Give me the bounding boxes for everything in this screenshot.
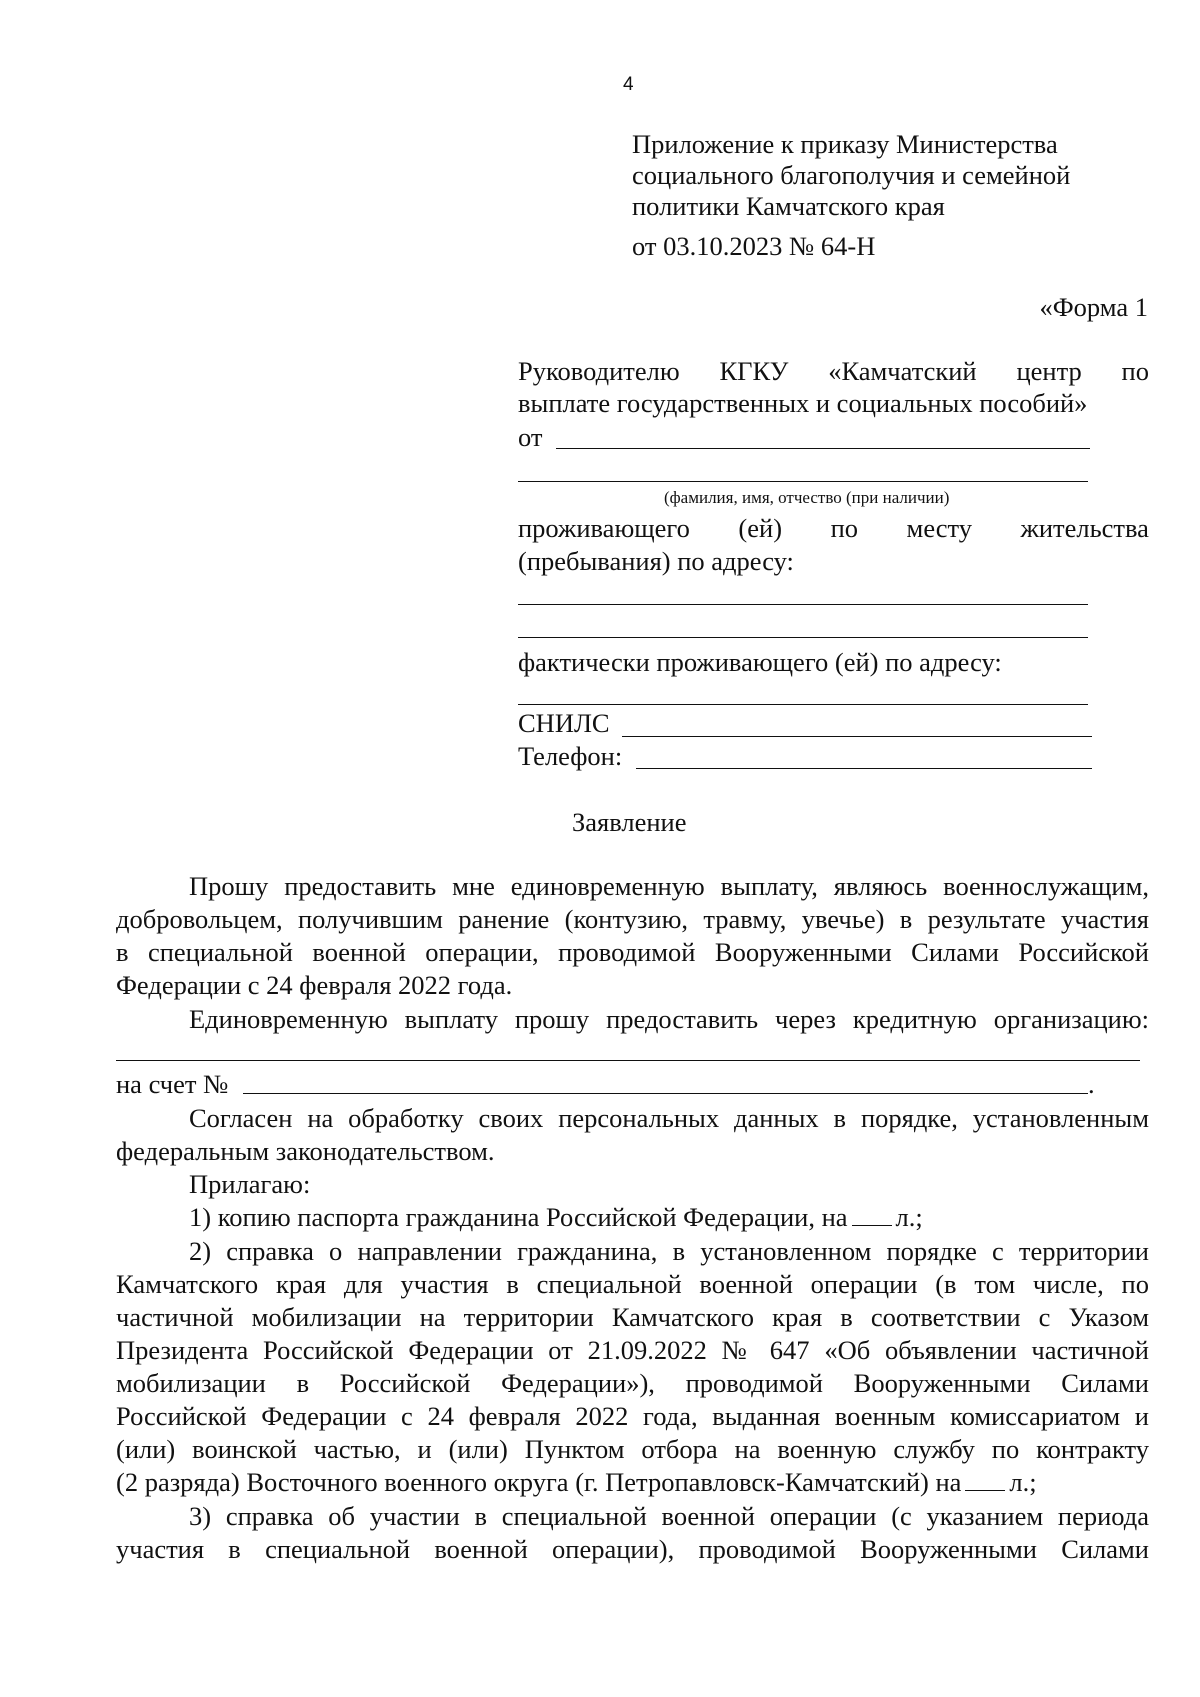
account-label: на счет № bbox=[116, 1069, 229, 1099]
addressee-word: центр bbox=[1016, 356, 1082, 386]
residence-word: проживающего bbox=[518, 513, 690, 543]
paragraph-3-line-1: Согласен на обработку своих персональных данных в порядке, установленным bbox=[189, 1103, 1149, 1133]
paragraph-2-line-1: Единовременную выплату прошу предоставить через кредитную организацию: bbox=[189, 1004, 1149, 1034]
paragraph-3-line-2: федеральным законодательством. bbox=[116, 1136, 495, 1166]
pages-count-field-1[interactable] bbox=[852, 1203, 892, 1226]
document-heading: Заявление bbox=[572, 807, 687, 837]
fio-caption: (фамилия, имя, отчество (при наличии) bbox=[664, 488, 950, 507]
page-number: 4 bbox=[623, 74, 634, 95]
pages-count-field-2[interactable] bbox=[965, 1468, 1005, 1491]
attachment-item-3-line-2: участия в специальной военной операции), проводимой Вооруженными Силами bbox=[116, 1534, 1149, 1564]
attachment-item-2-line-1: 2) справка о направлении гражданина, в установленном порядке с территории bbox=[189, 1236, 1149, 1266]
attachment-item-2-line-5: мобилизации в Российской Федерации»), проводимой Вооруженными Силами bbox=[116, 1368, 1149, 1398]
attachment-item-2-line-8-text: (2 разряда) Восточного военного округа (г. Петропавловск-Камчатский) на bbox=[116, 1467, 962, 1497]
phone-field[interactable] bbox=[636, 768, 1092, 769]
addressee-word: «Камчатский bbox=[828, 356, 977, 386]
actual-address-field[interactable] bbox=[518, 704, 1088, 705]
attachment-item-3-line-1: 3) справка об участии в специальной военной операции (с указанием периода bbox=[189, 1501, 1149, 1531]
residence-word: (ей) bbox=[738, 513, 783, 543]
from-label: от bbox=[518, 422, 543, 452]
residence-address-field-2[interactable] bbox=[518, 637, 1088, 638]
residence-word: по bbox=[830, 513, 858, 543]
snils-label: СНИЛС bbox=[518, 708, 610, 738]
from-name-field-2[interactable] bbox=[518, 481, 1088, 482]
attachment-item-1 bbox=[189, 1201, 923, 1233]
residence-word: месту bbox=[906, 513, 972, 543]
appendix-date-number: от 03.10.2023 № 64-Н bbox=[632, 231, 876, 261]
account-number-field[interactable] bbox=[243, 1093, 1088, 1094]
phone-label: Телефон: bbox=[518, 741, 623, 771]
appendix-line-1: Приложение к приказу Министерства bbox=[632, 129, 1058, 159]
from-name-field[interactable] bbox=[556, 448, 1090, 449]
residence-address-field-1[interactable] bbox=[518, 604, 1088, 605]
attachment-item-2-line-2: Камчатского края для участия в специальной военной операции (в том числе, по bbox=[116, 1269, 1149, 1299]
attachments-label: Прилагаю: bbox=[189, 1169, 311, 1199]
addressee-line-1 bbox=[518, 355, 1149, 387]
attachment-item-2-line-6: Российской Федерации с 24 февраля 2022 года, выданная военным комиссариатом и bbox=[116, 1401, 1149, 1431]
addressee-word: КГКУ bbox=[719, 356, 789, 386]
residence-line-2: (пребывания) по адресу: bbox=[518, 546, 794, 576]
residence-line-1 bbox=[518, 512, 1149, 544]
appendix-line-2: социального благополучия и семейной bbox=[632, 160, 1071, 190]
attachment-item-2-line-3: частичной мобилизации на территории Камчатского края в соответствии с Указом bbox=[116, 1302, 1149, 1332]
attachment-item-2-line-4: Президента Российской Федерации от 21.09.2022 № 647 «Об объявлении частичной bbox=[116, 1335, 1149, 1365]
paragraph-1-line-1: Прошу предоставить мне единовременную выплату, являюсь военнослужащим, bbox=[189, 871, 1149, 901]
addressee-line-2: выплате государственных и социальных пособий» bbox=[518, 388, 1088, 418]
paragraph-1-line-4: Федерации с 24 февраля 2022 года. bbox=[116, 970, 513, 1000]
actual-address-label: фактически проживающего (ей) по адресу: bbox=[518, 647, 1002, 677]
account-end: . bbox=[1088, 1069, 1095, 1099]
attachment-item-1-text: 1) копию паспорта гражданина Российской Федерации, на bbox=[189, 1202, 848, 1232]
paragraph-1-line-2: добровольцем, получившим ранение (контузию, травму, увечье) в результате участия bbox=[116, 904, 1149, 934]
addressee-word: Руководителю bbox=[518, 356, 680, 386]
appendix-line-3: политики Камчатского края bbox=[632, 191, 945, 221]
attachment-item-2-line-7: (или) воинской частью, и (или) Пунктом отбора на военную службу по контракту bbox=[116, 1434, 1149, 1464]
snils-field[interactable] bbox=[622, 736, 1092, 737]
credit-organization-field[interactable] bbox=[116, 1060, 1140, 1061]
paragraph-1-line-3: в специальной военной операции, проводимой Вооруженными Силами Российской bbox=[116, 937, 1149, 967]
attachment-item-2-line-8 bbox=[116, 1466, 1037, 1498]
form-label: «Форма 1 bbox=[1039, 292, 1148, 322]
attachment-item-2-end: л.; bbox=[1009, 1467, 1037, 1497]
addressee-word: по bbox=[1121, 356, 1149, 386]
attachment-item-1-end: л.; bbox=[895, 1202, 923, 1232]
residence-word: жительства bbox=[1020, 513, 1149, 543]
